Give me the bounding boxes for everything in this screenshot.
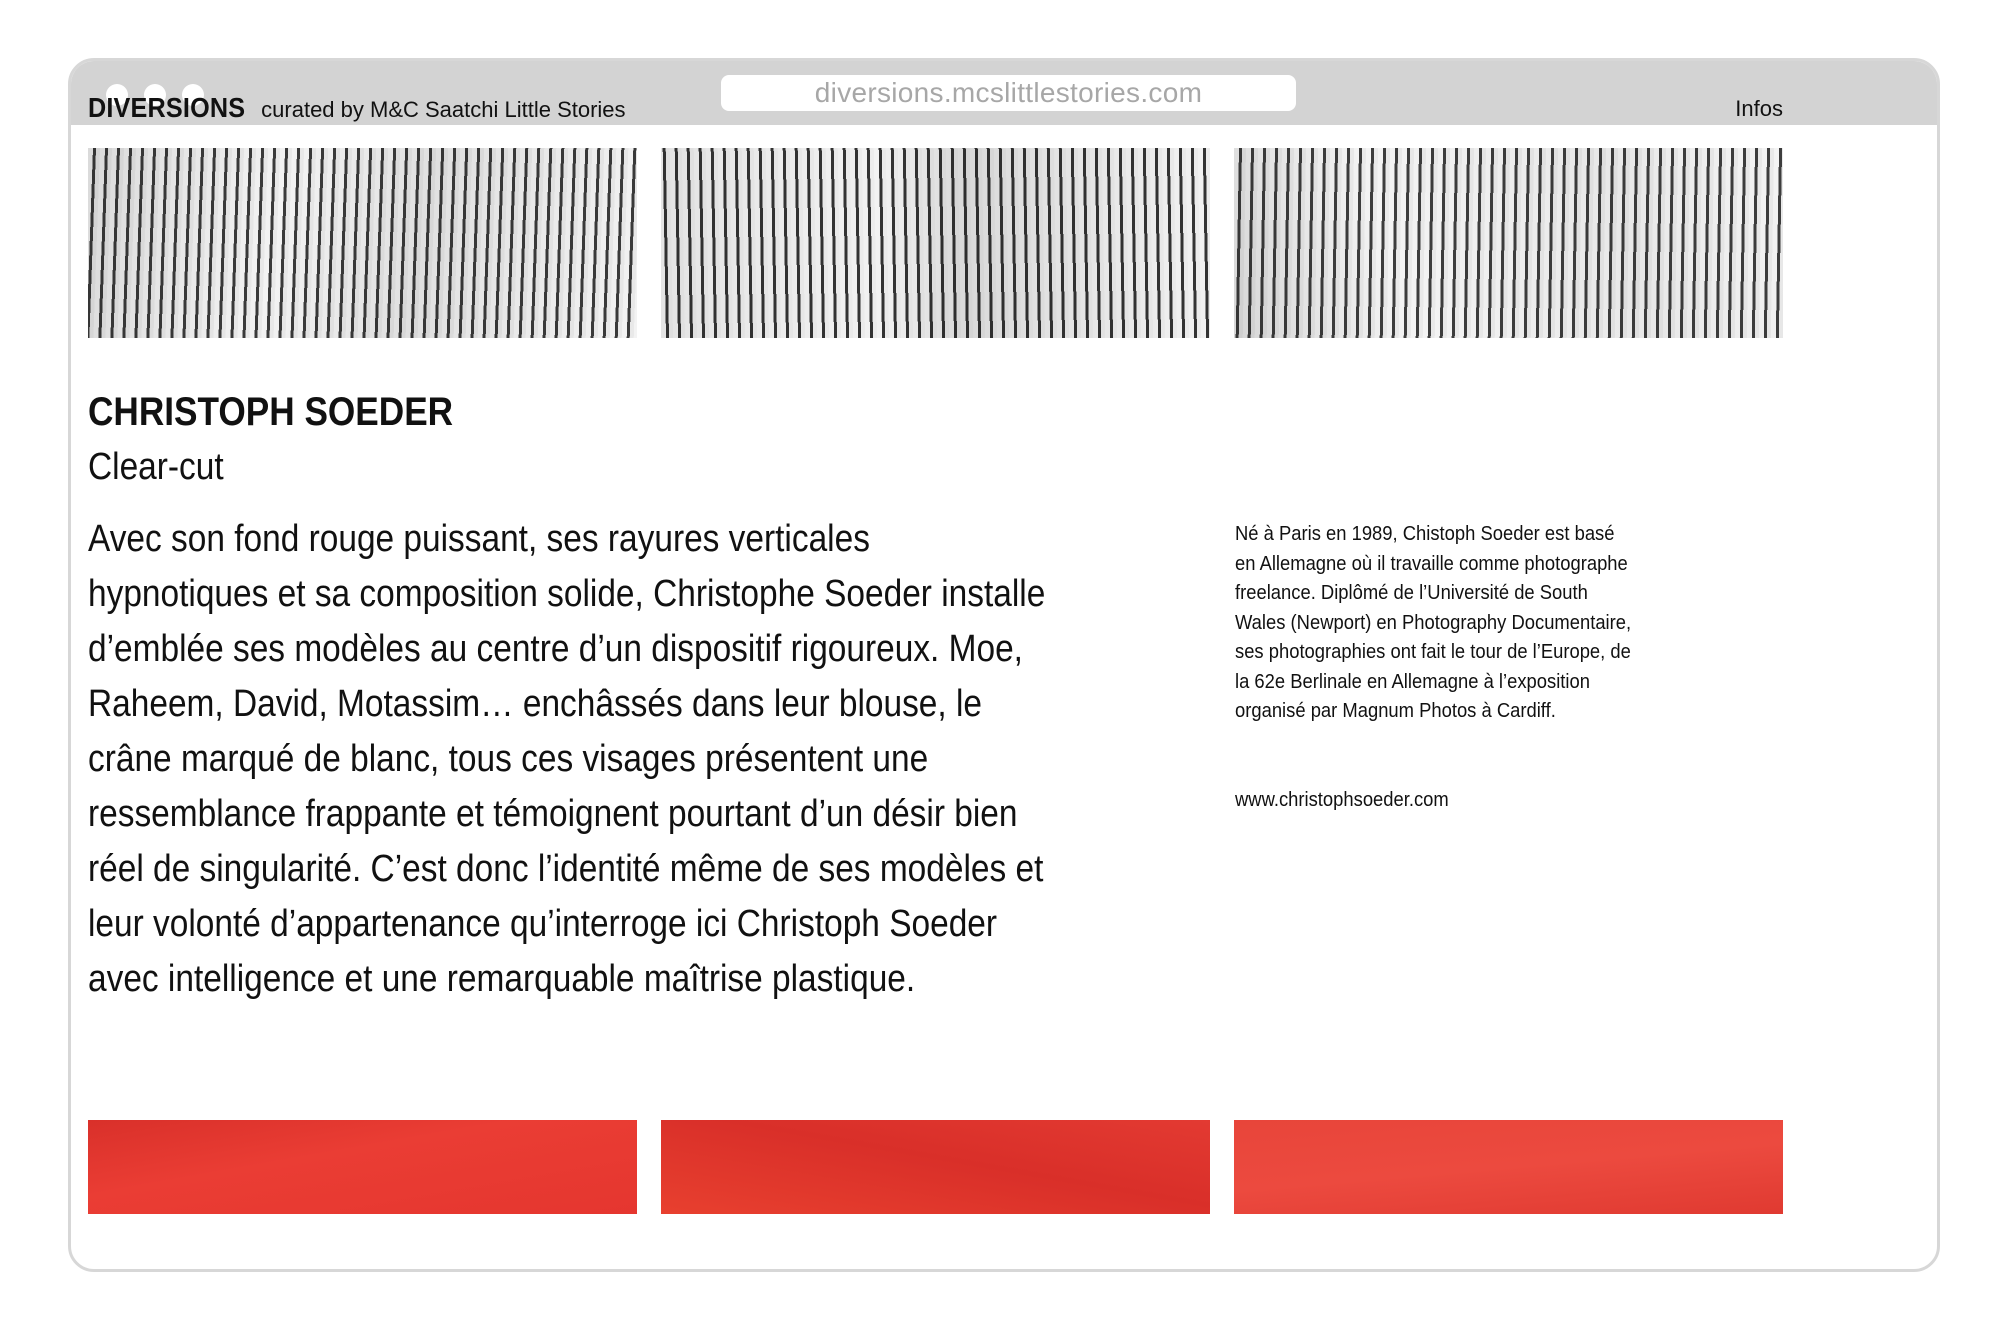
artist-name: CHRISTOPH SOEDER	[88, 390, 454, 434]
photo-strip-bottom	[88, 1120, 1783, 1214]
red-background-photo-2[interactable]	[661, 1120, 1210, 1214]
photo-strip-top	[88, 148, 1783, 338]
brand-name: DIVERSIONS	[88, 92, 246, 123]
artist-bio: Né à Paris en 1989, Chistoph Soeder est basé en Allemagne où il travaille comme photographe freelance. Diplômé de l’Université de South Wales (Newport) en Photography Documentaire, ses photographies ont fait le tour de l’Europe, de la 62e Berlinale en Allemagne à l’exposition organisé par Magnum Photos à Cardiff.	[1235, 523, 1632, 722]
series-title: Clear-cut	[88, 446, 224, 488]
striped-shirt-photo-3[interactable]	[1234, 148, 1783, 338]
site-logo[interactable]	[88, 92, 626, 124]
striped-shirt-photo-2[interactable]	[661, 148, 1210, 338]
red-background-photo-1[interactable]	[88, 1120, 637, 1214]
address-bar[interactable]: diversions.mcslittlestories.com	[721, 75, 1296, 111]
article-body: Avec son fond rouge puissant, ses rayures verticales hypnotiques et sa composition solide, Christophe Soeder installe d’emblée ses modèles au centre d’un dispositif rigoureux. Moe, Raheem, David, Motassim… enchâssés dans leur blouse, le crâne marqué de blanc, tous ces visages présentent une ressemblance frappante et témoignent pourtant d’un désir bien réel de singularité. C’est donc l’identité même de ses modèles et leur volonté d’appartenance qu’interroge ici Christoph Soeder avec intelligence et une remarquable maîtrise plastique.	[88, 518, 1046, 1000]
red-background-photo-3[interactable]	[1234, 1120, 1783, 1214]
nav-infos-link[interactable]: Infos	[1735, 96, 1783, 121]
striped-shirt-photo-1[interactable]	[88, 148, 637, 338]
brand-subtitle: curated by M&C Saatchi Little Stories	[261, 97, 626, 122]
site-header	[88, 92, 1783, 128]
artist-website-link[interactable]: www.christophsoeder.com	[1235, 789, 1449, 811]
